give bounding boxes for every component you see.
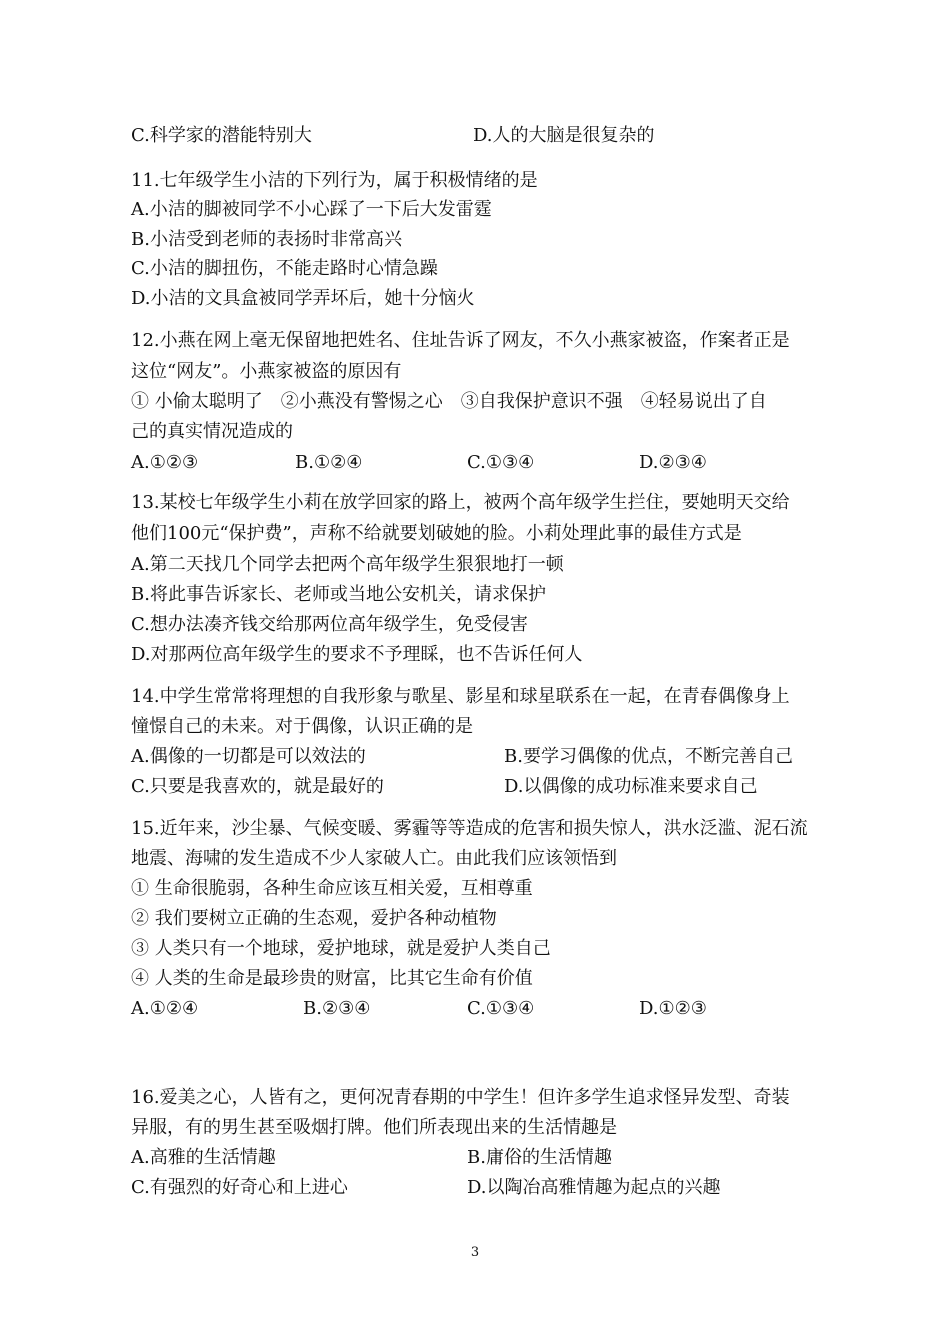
question-15-option-a: A.①②④ — [131, 998, 199, 1019]
question-12-option-a: A.①②③ — [131, 452, 199, 473]
option-c: C.科学家的潜能特别大 — [131, 125, 312, 146]
question-16-stem-line1: 16.爱美之心，人皆有之，更何况青春期的中学生！但许多学生追求怪异发型、奇装 — [131, 1087, 790, 1108]
question-14-option-b: B.要学习偶像的优点，不断完善自己 — [504, 746, 793, 767]
question-15-item-3: ③ 人类只有一个地球，爱护地球，就是爱护人类自己 — [131, 938, 551, 959]
question-16-option-c: C.有强烈的好奇心和上进心 — [131, 1177, 348, 1198]
question-13-stem-line1: 13.某校七年级学生小莉在放学回家的路上，被两个高年级学生拦住，要她明天交给 — [131, 492, 790, 513]
question-11-option-b: B.小洁受到老师的表扬时非常高兴 — [131, 229, 402, 250]
page-number: 3 — [470, 1245, 480, 1260]
question-15-stem-line1: 15.近年来，沙尘暴、气候变暖、雾霾等等造成的危害和损失惊人，洪水泛滥、泥石流 — [131, 818, 808, 839]
question-14-option-c: C.只要是我喜欢的，就是最好的 — [131, 776, 384, 797]
question-11-option-d: D.小洁的文具盒被同学弄坏后，她十分恼火 — [131, 288, 475, 309]
question-12-items-line2: 己的真实情况造成的 — [131, 421, 293, 442]
question-14-stem-line1: 14.中学生常常将理想的自我形象与歌星、影星和球星联系在一起，在青春偶像身上 — [131, 686, 790, 707]
question-15-item-4: ④ 人类的生命是最珍贵的财富，比其它生命有价值 — [131, 968, 533, 989]
question-13-option-b: B.将此事告诉家长、老师或当地公安机关，请求保护 — [131, 584, 546, 605]
question-12-option-c: C.①③④ — [467, 452, 535, 473]
question-13-option-d: D.对那两位高年级学生的要求不予理睬，也不告诉任何人 — [131, 644, 583, 665]
question-15-option-b: B.②③④ — [303, 998, 371, 1019]
question-16-option-a: A.高雅的生活情趣 — [131, 1147, 276, 1168]
question-15-option-c: C.①③④ — [467, 998, 535, 1019]
question-11-option-c: C.小洁的脚扭伤，不能走路时心情急躁 — [131, 258, 438, 279]
question-14-stem-line2: 憧憬自己的未来。对于偶像，认识正确的是 — [131, 716, 473, 737]
option-d: D.人的大脑是很复杂的 — [473, 125, 655, 146]
question-13-stem-line2: 他们100元“保护费”，声称不给就要划破她的脸。小莉处理此事的最佳方式是 — [131, 523, 742, 544]
question-12-option-b: B.①②④ — [295, 452, 363, 473]
question-11-stem: 11.七年级学生小洁的下列行为，属于积极情绪的是 — [131, 170, 538, 191]
question-15-option-d: D.①②③ — [639, 998, 707, 1019]
question-15-stem-line2: 地震、海啸的发生造成不少人家破人亡。由此我们应该领悟到 — [131, 848, 617, 869]
question-16-option-d: D.以陶冶高雅情趣为起点的兴趣 — [467, 1177, 721, 1198]
question-15-item-2: ② 我们要树立正确的生态观，爱护各种动植物 — [131, 908, 497, 929]
question-15-item-1: ① 生命很脆弱，各种生命应该互相关爱，互相尊重 — [131, 878, 533, 899]
question-13-option-a: A.第二天找几个同学去把两个高年级学生狠狠地打一顿 — [131, 554, 564, 575]
question-12-items-line1: ① 小偷太聪明了 ②小燕没有警惕之心 ③自我保护意识不强 ④轻易说出了自 — [131, 391, 767, 412]
question-14-option-d: D.以偶像的成功标准来要求自己 — [504, 776, 758, 797]
question-16-stem-line2: 异服，有的男生甚至吸烟打牌。他们所表现出来的生活情趣是 — [131, 1117, 617, 1138]
question-12-option-d: D.②③④ — [639, 452, 707, 473]
question-16-option-b: B.庸俗的生活情趣 — [467, 1147, 612, 1168]
question-14-option-a: A.偶像的一切都是可以效法的 — [131, 746, 366, 767]
question-12-stem-line1: 12.小燕在网上毫无保留地把姓名、住址告诉了网友，不久小燕家被盗，作案者正是 — [131, 330, 790, 351]
question-13-option-c: C.想办法凑齐钱交给那两位高年级学生，免受侵害 — [131, 614, 528, 635]
question-11-option-a: A.小洁的脚被同学不小心踩了一下后大发雷霆 — [131, 199, 492, 220]
question-12-stem-line2: 这位“网友”。小燕家被盗的原因有 — [131, 361, 402, 382]
